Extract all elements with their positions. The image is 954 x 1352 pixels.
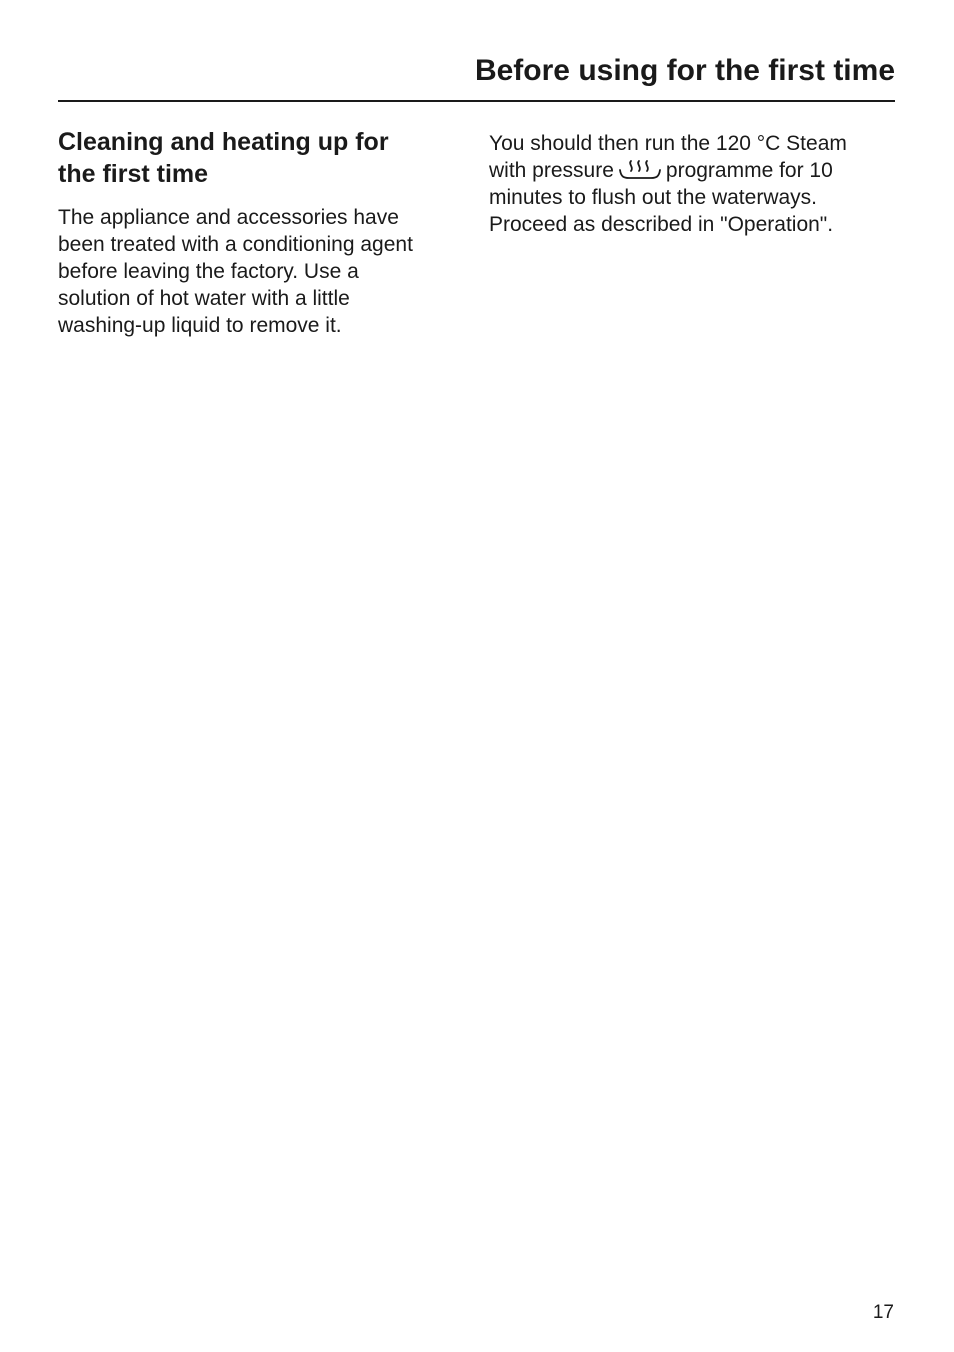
instruction-paragraph	[489, 130, 899, 238]
section-heading	[58, 126, 458, 190]
steam-with-pressure-icon	[618, 159, 662, 181]
intro-paragraph-line: washing-up liquid to remove it.	[58, 314, 342, 337]
instruction-line-2-end: programme for 10	[665, 159, 833, 182]
page-number: 17	[872, 1302, 894, 1323]
intro-paragraph-line: before leaving the factory. Use a	[58, 260, 359, 283]
right-column	[489, 130, 899, 238]
section-heading-line-1: Cleaning and heating up for	[58, 128, 389, 156]
header-divider	[58, 100, 895, 102]
intro-paragraph-line: solution of hot water with a little	[58, 287, 350, 310]
intro-paragraph	[58, 204, 458, 339]
intro-paragraph-line: The appliance and accessories have	[58, 206, 399, 229]
instruction-line-1: You should then run the 120 °C Steam	[489, 132, 847, 155]
instruction-line-4: Proceed as described in "Operation".	[489, 213, 834, 236]
section-heading-line-2: the first time	[58, 160, 209, 188]
intro-paragraph-line: been treated with a conditioning agent	[58, 233, 413, 256]
left-column	[58, 126, 458, 339]
instruction-line-2	[489, 157, 899, 184]
instruction-line-2-start: with pressure	[489, 159, 614, 182]
instruction-line-3: minutes to flush out the waterways.	[489, 186, 817, 209]
page-header-title: Before using for the first time	[474, 54, 895, 87]
